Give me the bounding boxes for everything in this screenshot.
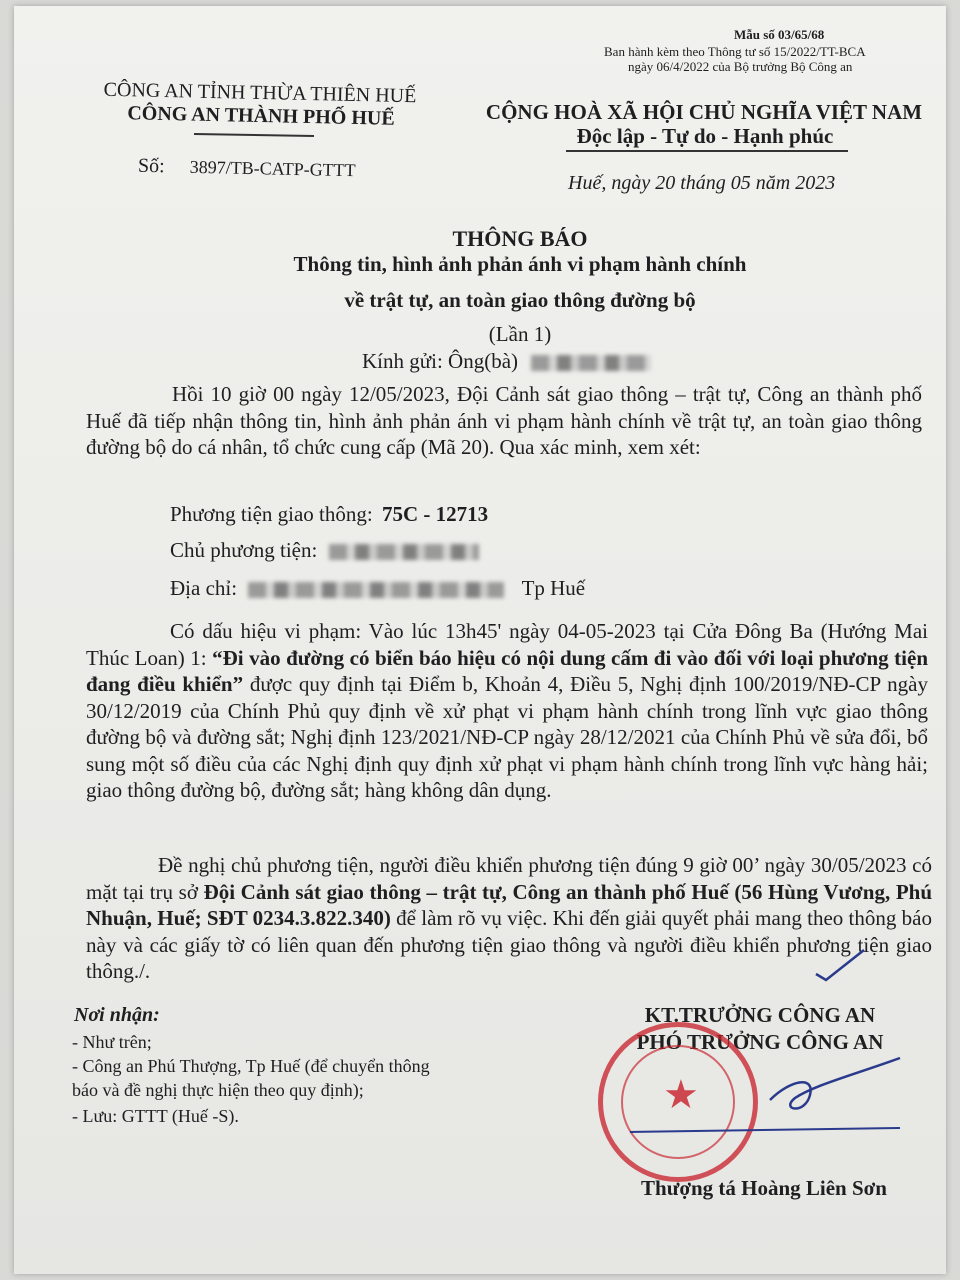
request-paragraph <box>86 852 932 985</box>
signer-role-2: PHÓ TRƯỞNG CÔNG AN <box>636 1030 884 1054</box>
nation-name: CỘNG HOÀ XÃ HỘI CHỦ NGHĨA VIỆT NAM <box>485 100 923 124</box>
signer-name: Thượng tá Hoàng Liên Sơn <box>641 1176 887 1200</box>
nation-motto: Độc lập - Tự do - Hạnh phúc <box>576 124 834 148</box>
vehicle-plate: 75C - 12713 <box>381 502 489 526</box>
vehicle-row <box>170 502 488 527</box>
motto-underline <box>566 150 848 152</box>
place-date: Huế, ngày 20 tháng 05 năm 2023 <box>568 172 836 194</box>
violation-prefix: Có dấu hiệu vi phạm: Vào lúc 13h45' ngày 04-05-2023 tại Cửa Đông Ba (Hướng Mai Thúc Loan) 1: <box>86 619 928 670</box>
recipients-line-4: - Lưu: GTTT (Huế -S). <box>72 1106 239 1126</box>
recipients-line-2: - Công an Phú Thượng, Tp Huế (để chuyển thông <box>72 1056 430 1076</box>
owner-row <box>170 538 479 563</box>
doc-number-row <box>138 155 356 183</box>
notice-round: (Lần 1) <box>488 322 552 346</box>
form-issued-line-1: Ban hành kèm theo Thông tư số 15/2022/TT-BCA <box>604 44 866 59</box>
redacted-owner <box>329 544 479 560</box>
handwritten-signature <box>600 1040 930 1160</box>
greeting-row <box>362 349 651 374</box>
notice-subtitle-1: Thông tin, hình ảnh phản ánh vi phạm hành chính <box>293 252 747 276</box>
doc-number: 3897/TB-CATP-GTTT <box>189 156 356 181</box>
violation-description: “Đi vào đường có biển báo hiệu có nội dung cấm đi vào đối với loại phương tiện đang điều khiển” <box>86 645 929 696</box>
address-label: Địa chỉ: <box>170 576 238 600</box>
form-issued-line-2: ngày 06/4/2022 của Bộ trưởng Bộ Công an <box>628 59 853 74</box>
owner-label: Chủ phương tiện: <box>170 538 318 562</box>
recipients-title: Nơi nhận: <box>74 1004 160 1026</box>
signer-role-1: KT.TRƯỞNG CÔNG AN <box>644 1003 876 1027</box>
form-number: Mẫu số 03/65/68 <box>734 27 825 42</box>
request-location: Đội Cảnh sát giao thông – trật tự, Công an thành phố Huế (56 Hùng Vương, Phú Nhuận, Huế; SĐT 0234.3.822.340) <box>86 879 933 930</box>
stamp-star-icon: ★ <box>663 1072 699 1117</box>
redacted-name <box>531 355 651 371</box>
notice-title: THÔNG BÁO <box>452 226 588 251</box>
notice-subtitle-2: về trật tự, an toàn giao thông đường bộ <box>344 288 696 312</box>
intro-text: Hồi 10 giờ 00 ngày 12/05/2023, Đội Cảnh sát giao thông – trật tự, Công an thành phố Huế đã tiếp nhận thông tin, hình ảnh phản ánh vi phạm hành chính về trật tự, an toàn giao thông đường bộ do cá nhân, tổ chức cung cấp (Mã 20). Qua xác minh, xem xét: <box>86 382 922 459</box>
agency-parent: CÔNG AN TỈNH THỪA THIÊN HUẾ <box>103 78 417 108</box>
doc-number-label: Số: <box>137 154 165 178</box>
redacted-address <box>248 582 504 598</box>
greeting: Kính gửi: Ông(bà) <box>362 349 519 373</box>
check-mark <box>812 946 872 986</box>
request-suffix: để làm rõ vụ việc. Khi đến giải quyết phải mang theo thông báo này và các giấy tờ có liên quan đến phương tiện giao thông và người điều khiển phương tiện giao thông./. <box>86 906 933 983</box>
recipients-line-1: - Như trên; <box>72 1032 152 1052</box>
vehicle-label: Phương tiện giao thông: <box>170 502 373 526</box>
violation-legal-basis: được quy định tại Điểm b, Khoản 4, Điều 5, Nghị định 100/2019/NĐ-CP ngày 30/12/2019 của Chính Phủ quy định về xử phạt vi phạm hành chính trong lĩnh vực giao thông đường bộ và đường sắt; Nghị định 123/2021/NĐ-CP ngày 28/12/2021 của Chính Phủ về sửa đổi, bổ sung một số điều của các Nghị định quy định xử phạt vi phạm hành chính trong lĩnh vực hàng hải; giao thông đường bộ, đường sắt; hàng không dân dụng. <box>86 672 929 802</box>
intro-paragraph <box>86 381 922 461</box>
agency-name: CÔNG AN THÀNH PHỐ HUẾ <box>127 102 395 130</box>
recipients-line-3: báo và đề nghị thực hiện theo quy định); <box>72 1080 364 1100</box>
address-row <box>170 576 585 601</box>
address-city: Tp Huế <box>521 576 586 600</box>
violation-paragraph <box>86 618 928 804</box>
request-prefix: Đề nghị chủ phương tiện, người điều khiển phương tiện đúng 9 giờ 00’ ngày 30/05/2023 có mặt tại trụ sở <box>86 853 932 904</box>
